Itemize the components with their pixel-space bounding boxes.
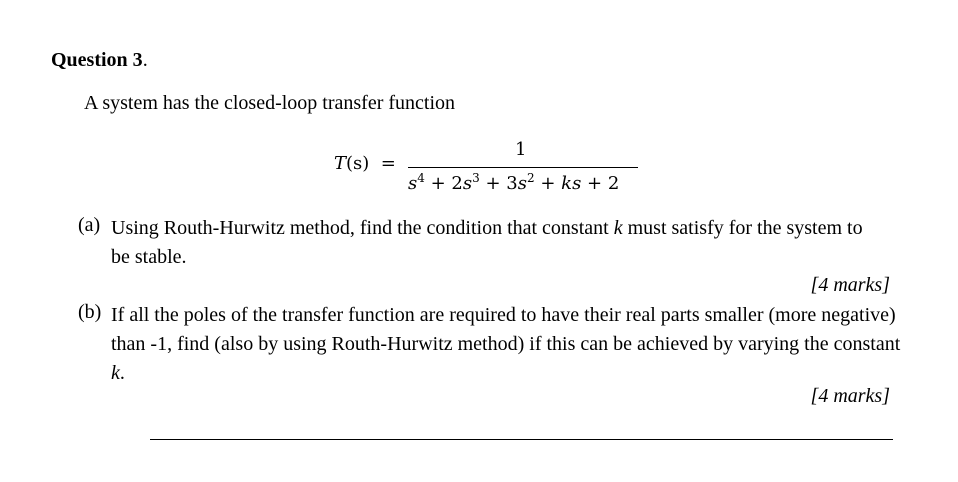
- part-a-var: k: [613, 217, 623, 239]
- part-b-label: (b): [78, 301, 102, 323]
- part-a-marks: [4 marks]: [810, 274, 890, 296]
- part-b-var: k: [111, 362, 120, 384]
- question-number: Question 3: [51, 49, 143, 71]
- equation-func-arg: (s): [346, 153, 370, 174]
- part-b-text: [111, 301, 901, 388]
- part-b-marks: [4 marks]: [810, 385, 890, 407]
- den-term2-base: s: [462, 173, 473, 194]
- intro-text: A system has the closed-loop transfer function: [84, 92, 456, 114]
- equation-denominator: [408, 171, 619, 194]
- question-title-suffix: .: [142, 49, 148, 71]
- fraction-bar: [408, 167, 638, 168]
- equation-func-name: T: [334, 153, 347, 174]
- part-a-text-after: must satisfy for the system to be stable.: [111, 217, 863, 268]
- den-term3-base: s: [517, 173, 527, 194]
- equation-lhs: [334, 153, 396, 174]
- part-a-text: [111, 214, 871, 272]
- horizontal-rule: [150, 439, 893, 440]
- part-b-text-after: .: [119, 362, 125, 384]
- part-b-text-before: If all the poles of the transfer function are required to have their real parts smaller (more negative) than -1, find (also by using Routh-Hurwitz method) if this can be achieved by varying the constant: [111, 304, 901, 355]
- den-term2-exp: 3: [472, 171, 480, 185]
- den-term4: ks: [561, 173, 582, 194]
- part-a-text-before: Using Routh-Hurwitz method, find the condition that constant: [111, 217, 614, 239]
- part-a-label: (a): [78, 214, 101, 236]
- den-op4: + 2: [581, 173, 620, 194]
- den-term1-exp: 4: [417, 171, 425, 185]
- question-title: [51, 49, 148, 72]
- den-op3: +: [534, 173, 562, 194]
- den-op2: + 3: [479, 173, 518, 194]
- equation-numerator: 1: [515, 139, 527, 160]
- equation-equals: =: [380, 153, 396, 174]
- den-term3-exp: 2: [527, 171, 535, 185]
- den-op1: + 2: [424, 173, 463, 194]
- den-term1-base: s: [408, 173, 418, 194]
